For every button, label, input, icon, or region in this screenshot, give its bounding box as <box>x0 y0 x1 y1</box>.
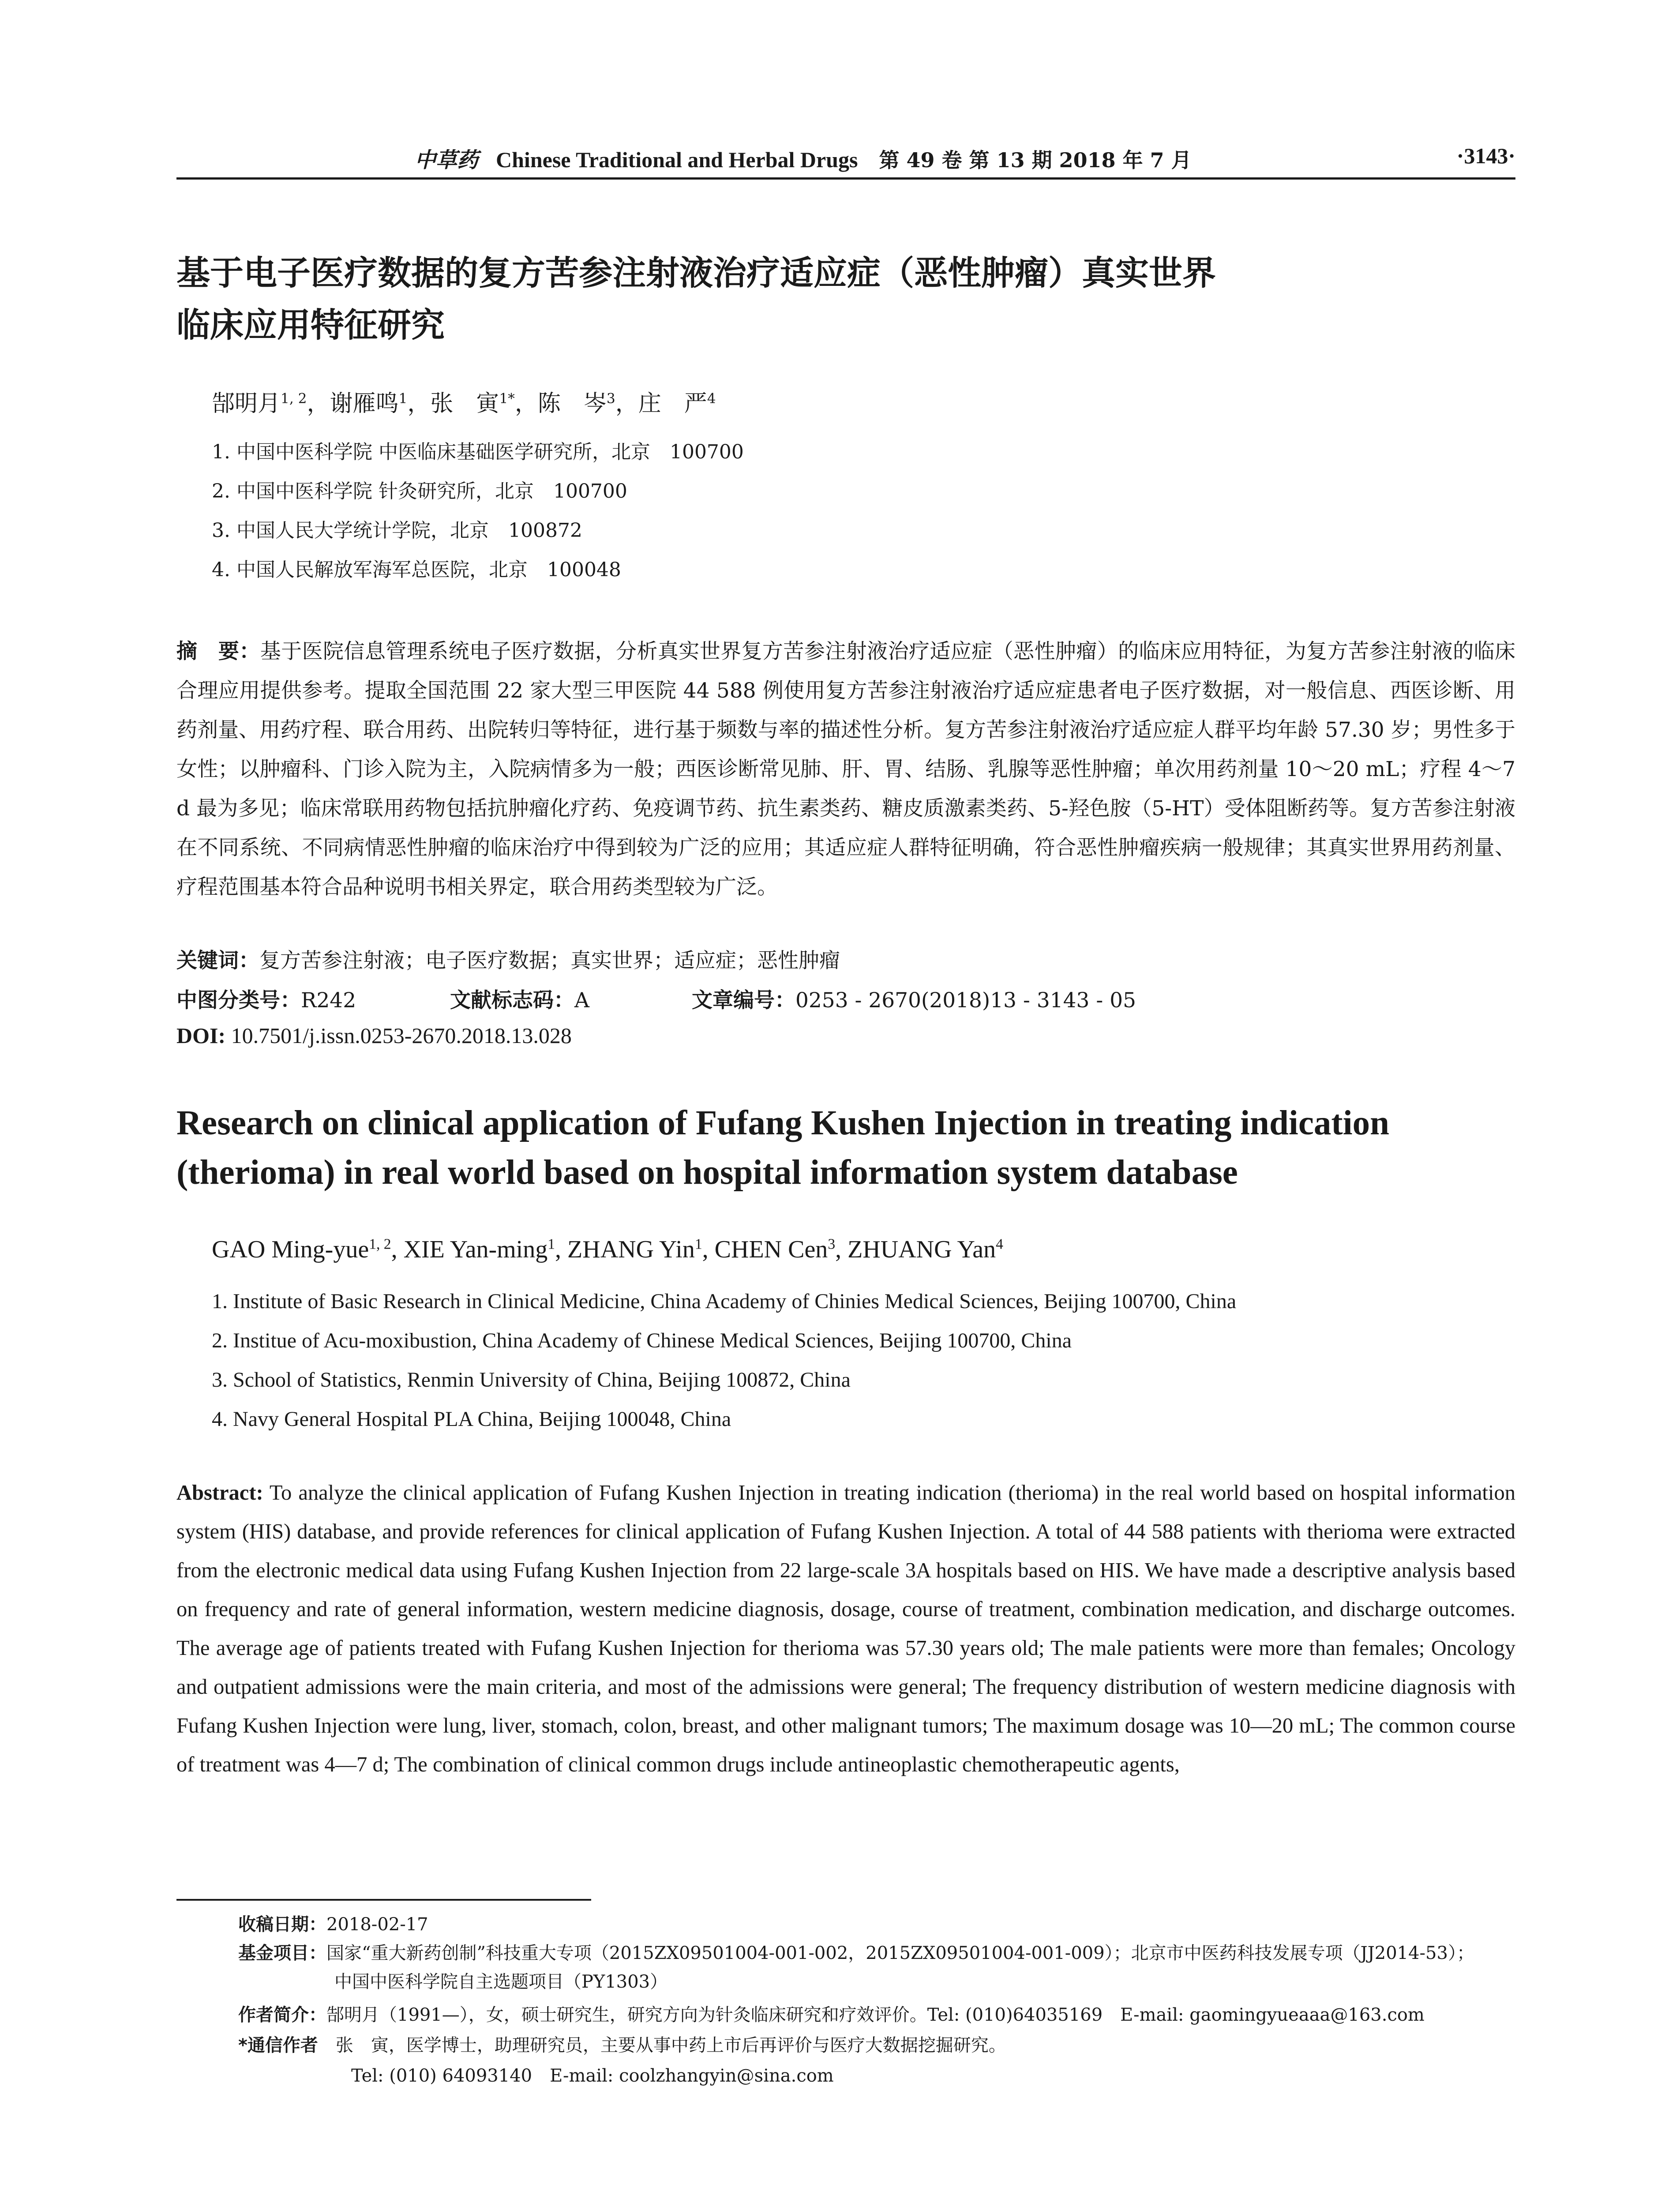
en-abstract <box>176 1474 1515 1784</box>
footnote-author-bio <box>238 2001 1425 2026</box>
en-affiliation: 2. Institue of Acu-moxibustion, China Academy of Chinese Medical Sciences, Beijing 100700, China <box>212 1329 1072 1352</box>
journal-issue: 第 49 卷 第 13 期 2018 年 7 月 <box>879 148 1192 172</box>
en-affiliation: 3. School of Statistics, Renmin University of China, Beijing 100872, China <box>212 1368 851 1392</box>
journal-brand: 中草药 <box>415 148 479 173</box>
en-title <box>176 1099 1515 1197</box>
en-title-line-2: (therioma) in real world based on hospital information system database <box>176 1153 1238 1192</box>
cn-author-affil: 4 <box>707 390 716 407</box>
cn-author-sep: ， <box>407 390 431 417</box>
doc-code-value: A <box>574 988 589 1013</box>
en-affiliation: 4. Navy General Hospital PLA China, Beijing 100048, China <box>212 1407 731 1431</box>
cn-author-affil: 3 <box>606 390 615 407</box>
en-title-line-1: Research on clinical application of Fufang Kushen Injection in treating indication <box>176 1104 1390 1142</box>
author-bio-label: 作者简介： <box>238 2005 326 2025</box>
running-header <box>176 140 1515 176</box>
en-author-affil: 4 <box>996 1236 1003 1253</box>
footnote-rule <box>176 1899 591 1901</box>
received-date: 2018-02-17 <box>326 1914 428 1935</box>
clc-label: 中图分类号： <box>176 988 301 1013</box>
author-bio-text: 郜明月（1991—），女，硕士研究生，研究方向为针灸临床研究和疗效评价。Tel: (010)64035169 E-mail: gaomingyueaaa@163.com <box>326 2005 1425 2025</box>
en-author: , XIE Yan-ming <box>391 1236 548 1263</box>
article-no-label: 文章编号： <box>692 988 795 1013</box>
cn-abstract-label: 摘 要： <box>176 639 260 664</box>
cn-affiliation: 4. 中国人民解放军海军总医院，北京 100048 <box>212 559 621 581</box>
cn-author-affil: 1* <box>499 390 515 407</box>
footnote-corresponding-contact: Tel: (010) 64093140 E-mail: coolzhangyin@sina.com <box>351 2066 834 2086</box>
cn-author-affil: 1, 2 <box>281 390 307 407</box>
cn-title-line-2: 临床应用特征研究 <box>176 305 445 345</box>
cn-title <box>176 247 1515 351</box>
footnote-fund-cont: 中国中医科学院自主选题项目（PY1303） <box>334 1972 668 1992</box>
en-author-affil: 3 <box>828 1236 836 1253</box>
en-author-affil: 1 <box>548 1236 555 1253</box>
cn-affiliation: 2. 中国中医科学院 针灸研究所，北京 100700 <box>212 480 627 503</box>
doi-label: DOI: <box>176 1023 226 1048</box>
cn-keywords-label: 关键词： <box>176 949 259 973</box>
journal-name: Chinese Traditional and Herbal Drugs <box>496 147 858 172</box>
cn-affiliations <box>212 432 744 589</box>
cn-title-line-1: 基于电子医疗数据的复方苦参注射液治疗适应症（恶性肿瘤）真实世界 <box>176 253 1216 293</box>
en-affiliation: 1. Institute of Basic Research in Clinical Medicine, China Academy of Chinies Medical Sciences, Beijing 100700, China <box>212 1290 1237 1313</box>
cn-author: 郜明月 <box>212 390 281 417</box>
cn-author-sep: ， <box>307 390 330 417</box>
en-authors <box>212 1235 1003 1264</box>
corresponding-label: *通信作者 <box>238 2035 318 2056</box>
doi-line <box>176 1023 572 1048</box>
fund-label: 基金项目： <box>238 1943 326 1963</box>
en-author: , ZHUANG Yan <box>835 1236 996 1263</box>
cn-abstract <box>176 632 1515 907</box>
doc-code-label: 文献标志码： <box>450 988 574 1013</box>
cn-affiliation: 3. 中国人民大学统计学院，北京 100872 <box>212 519 582 542</box>
cn-author: 谢雁鸣 <box>330 390 399 417</box>
footnote-corresponding <box>238 2031 1006 2056</box>
cn-author-affil: 1 <box>398 390 408 407</box>
cn-abstract-text: 基于医院信息管理系统电子医疗数据，分析真实世界复方苦参注射液治疗适应症（恶性肿瘤）的临床应用特征，为复方苦参注射液的临床合理应用提供参考。提取全国范围 22 家大型三甲医院 44 588 例使用复方苦参注射液治疗适应症患者电子医疗数据，对一般信息、西医诊断、用药剂量、用药疗程、联合用药、出院转归等特征，进行基于频数与率的描述性分析。复方苦参注射液治疗适应症人群平均年龄 57.30 岁；男性多于女性；以肿瘤科、门诊入院为主，入院病情多为一般；西医诊断常见肺、肝、胃、结肠、乳腺等恶性肿瘤；单次用药剂量 10～20 mL；疗程 4～7 d 最为多见；临床常联用药物包括抗肿瘤化疗药、免疫调节药、抗生素类药、糖皮质激素类药、5-羟色胺（5-HT）受体阻断药等。复方苦参注射液在不同系统、不同病情恶性肿瘤的临床治疗中得到较为广泛的应用；其适应症人群特征明确，符合恶性肿瘤疾病一般规律；其真实世界用药剂量、疗程范围基本符合品种说明书相关界定，联合用药类型较为广泛。 <box>176 639 1516 899</box>
header-journal-info <box>415 143 1192 173</box>
page-number: ·3143· <box>1456 143 1515 168</box>
en-author: , CHEN Cen <box>702 1236 828 1263</box>
cn-affiliation: 1. 中国中医科学院 中医临床基础医学研究所，北京 100700 <box>212 441 744 463</box>
cn-keywords <box>176 944 840 974</box>
en-author-affil: 1, 2 <box>369 1236 391 1253</box>
clc-value: R242 <box>301 988 356 1013</box>
article-no-value: 0253 - 2670(2018)13 - 3143 - 05 <box>795 988 1136 1013</box>
en-author: GAO Ming-yue <box>212 1236 369 1263</box>
corresponding-text: 张 寅，医学博士，助理研究员，主要从事中药上市后再评价与医疗大数据挖掘研究。 <box>318 2035 1006 2056</box>
cn-authors <box>212 385 716 418</box>
cn-author-sep: ， <box>514 390 538 417</box>
en-author: , ZHANG Yin <box>555 1236 695 1263</box>
cn-author-corresponding: 张 寅 <box>430 390 499 417</box>
fund-text: 国家“重大新药创制”科技重大专项（2015ZX09501004-001-002，2015ZX09501004-001-009）；北京市中医药科技发展专项（JJ2014-53）； <box>326 1943 1474 1963</box>
doi-link[interactable]: 10.7501/j.issn.0253-2670.2018.13.028 <box>225 1023 572 1048</box>
footnote-fund <box>238 1939 1474 1964</box>
en-author-affil: 1 <box>694 1236 702 1253</box>
cn-author-sep: ， <box>615 390 638 417</box>
cn-author: 陈 岑 <box>537 390 607 417</box>
received-label: 收稿日期： <box>238 1914 326 1935</box>
en-abstract-label: Abstract: <box>176 1481 263 1504</box>
en-affiliations <box>212 1282 1236 1439</box>
cn-author: 庄 严 <box>638 390 707 417</box>
footnote-received <box>238 1910 428 1936</box>
cn-classification-line <box>176 984 1136 1013</box>
en-abstract-text: To analyze the clinical application of Fufang Kushen Injection in treating indication (therioma) in the real world based on hospital information system (HIS) database, and provide references for clinical application of Fufang Kushen Injection. A total of 44 588 patients with therioma were extracted from the electronic medical data using Fufang Kushen Injection from 22 large-scale 3A hospitals based on HIS. We have made a descriptive analysis based on frequency and rate of general information, western medicine diagnosis, dosage, course of treatment, combination medication, and discharge outcomes. The average age of patients treated with Fufang Kushen Injection for therioma was 57.30 years old; The male patients were more than females; Oncology and outpatient admissions were the main criteria, and most of the admissions were general; The frequency distribution of western medicine diagnosis with Fufang Kushen Injection were lung, liver, stomach, colon, breast, and other malignant tumors; The maximum dosage was 10—20 mL; The common course of treatment was 4—7 d; The combination of clinical common drugs include antineoplastic chemotherapeutic agents, <box>176 1481 1515 1776</box>
cn-keywords-text: 复方苦参注射液；电子医疗数据；真实世界；适应症；恶性肿瘤 <box>259 949 840 973</box>
header-rule <box>176 177 1515 180</box>
